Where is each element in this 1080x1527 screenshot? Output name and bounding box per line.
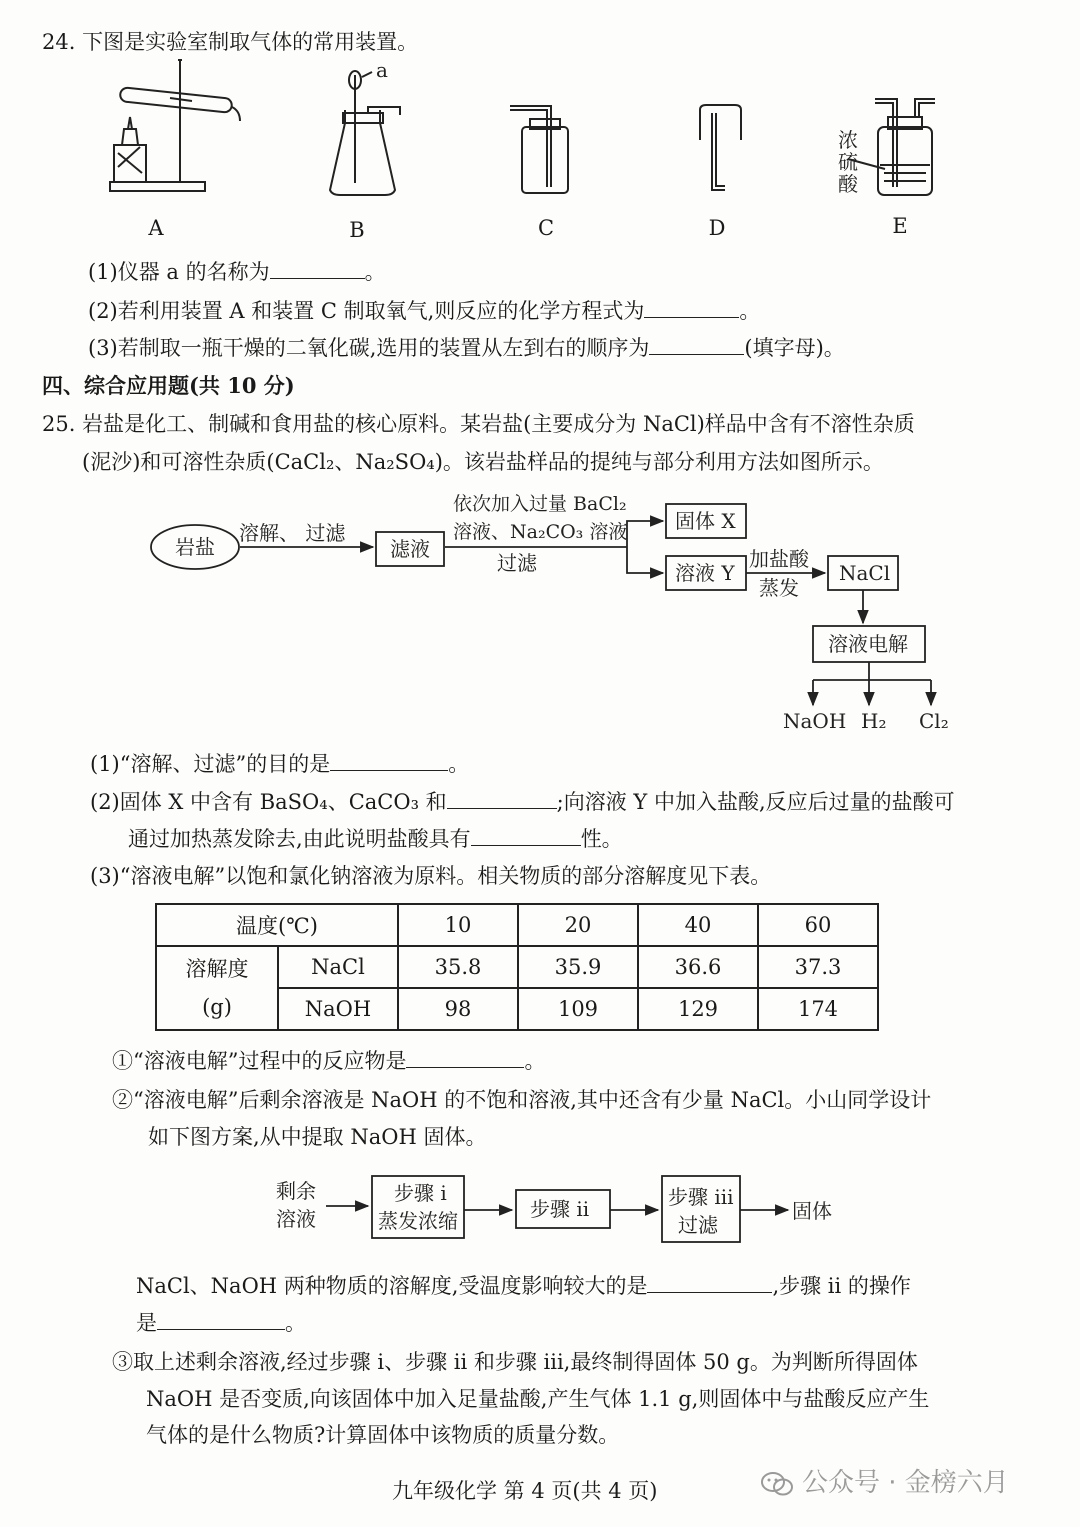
apparatus-a-drawing xyxy=(110,60,240,191)
step-i-text-2: 蒸发浓缩 xyxy=(378,1209,458,1233)
watermark xyxy=(760,1462,1009,1499)
table-cell: 174 xyxy=(758,988,878,1030)
answer-blank[interactable] xyxy=(644,299,739,318)
product-h2: H₂ xyxy=(861,709,887,733)
solubility-label-line1: 溶解度 xyxy=(185,957,249,981)
q24-sub2-text: (2)若利用装置 A 和装置 C 制取氧气,则反应的化学方程式为 xyxy=(88,299,645,323)
q25-c1 xyxy=(112,1047,545,1075)
temp-header: 温度(℃) xyxy=(156,904,398,946)
hcl-text: 加盐酸 xyxy=(749,547,809,571)
temp-cell: 20 xyxy=(518,904,638,946)
q25-sub2-d: 性。 xyxy=(580,827,623,851)
solubility-label-line2: (g) xyxy=(202,995,232,1019)
table-cell: 129 xyxy=(638,988,758,1030)
q25-c3-line2: NaOH 是否变质,向该固体中加入足量盐酸,产生气体 1.1 g,则固体中与盐酸反应产生 xyxy=(146,1387,930,1411)
acid-char-2: 硫 xyxy=(838,150,858,174)
q25-sub1 xyxy=(90,750,469,778)
reagent-text-2: 溶液、Na₂CO₃ 溶液 xyxy=(453,521,628,543)
temp-cell: 40 xyxy=(638,904,758,946)
q25-intro-2: (泥沙)和可溶性杂质(CaCl₂、Na₂SO₄)。该岩盐样品的提纯与部分利用方法如图所示。 xyxy=(82,450,884,474)
apparatus-label-d: D xyxy=(708,216,726,240)
answer-blank[interactable] xyxy=(649,336,744,355)
remain-text-1: 剩余 xyxy=(276,1179,316,1203)
filter-text: 过滤 xyxy=(497,551,537,575)
apparatus-label-a: A xyxy=(148,216,164,240)
q25-c2-line2: 如下图方案,从中提取 NaOH 固体。 xyxy=(148,1125,487,1149)
evaporate-text: 蒸发 xyxy=(759,576,799,600)
answer-blank[interactable] xyxy=(447,790,557,809)
q25-c3-line1: ③取上述剩余溶液,经过步骤 i、步骤 ii 和步骤 iii,最终制得固体 50 g。为判断所得固体 xyxy=(112,1350,918,1374)
q25-c2-c: NaCl、NaOH 两种物质的溶解度,受温度影响较大的是 xyxy=(136,1274,648,1298)
page-footer: 九年级化学 第 4 页(共 4 页) xyxy=(392,1479,658,1503)
remain-text-2: 溶液 xyxy=(276,1207,316,1231)
step-iii-text-1: 步骤 iii xyxy=(668,1185,734,1209)
q25-c1-end: 。 xyxy=(524,1049,546,1073)
row-name-naoh: NaOH xyxy=(278,988,398,1030)
apparatus-label-c: C xyxy=(537,216,555,240)
q25-c2-e-end: 。 xyxy=(285,1311,306,1335)
purification-flowchart xyxy=(145,488,965,743)
solution-y-text: 溶液 Y xyxy=(675,561,735,585)
temp-cell: 10 xyxy=(398,904,518,946)
apparatus-label-e: E xyxy=(892,214,908,238)
table-cell: 36.6 xyxy=(638,946,758,988)
row-name-nacl: NaCl xyxy=(278,946,398,988)
q25-sub1-end: 。 xyxy=(448,752,470,776)
answer-blank[interactable] xyxy=(406,1049,524,1068)
acid-char-1: 浓 xyxy=(838,128,858,152)
answer-blank[interactable] xyxy=(330,752,448,771)
extraction-flowchart xyxy=(270,1170,850,1250)
q24-sub1-text: (1)仪器 a 的名称为 xyxy=(88,260,270,284)
step-iii-text-2: 过滤 xyxy=(678,1213,718,1237)
q25-c2-e: 是 xyxy=(136,1311,157,1335)
q25-c1-text: ①“溶液电解”过程中的反应物是 xyxy=(112,1049,407,1073)
q24-title: 24. 下图是实验室制取气体的常用装置。 xyxy=(42,30,419,54)
q24-sub3-text: (3)若制取一瓶干燥的二氧化碳,选用的装置从左到右的顺序为 xyxy=(88,336,650,360)
q24-apparatus-figure xyxy=(100,55,980,205)
q25-c2-line4 xyxy=(136,1309,306,1337)
nacl-text: NaCl xyxy=(839,561,891,585)
q25-sub2-c: 通过加热蒸发除去,由此说明盐酸具有 xyxy=(128,827,471,851)
table-cell: 109 xyxy=(518,988,638,1030)
table-cell: 98 xyxy=(398,988,518,1030)
acid-char-3: 酸 xyxy=(838,172,858,196)
q25-sub2-b: ;向溶液 Y 中加入盐酸,反应后过量的盐酸可 xyxy=(556,790,955,814)
answer-blank[interactable] xyxy=(157,1311,285,1330)
q24-sub1 xyxy=(88,258,386,286)
solubility-label xyxy=(156,946,278,1030)
wechat-icon xyxy=(760,1471,794,1497)
reagent-text-1: 依次加入过量 BaCl₂ xyxy=(453,493,627,515)
q24-sub2 xyxy=(88,297,760,325)
solid-text: 固体 xyxy=(792,1199,832,1223)
solid-x-text: 固体 X xyxy=(675,509,736,533)
table-cell: 35.9 xyxy=(518,946,638,988)
answer-blank[interactable] xyxy=(270,260,365,279)
step-ii-text: 步骤 ii xyxy=(530,1197,590,1221)
apparatus-d-drawing xyxy=(700,105,741,190)
q24-sub3-end: (填字母)。 xyxy=(744,336,845,360)
q25-sub2-a: (2)固体 X 中含有 BaSO₄、CaCO₃ 和 xyxy=(90,790,447,814)
q25-sub2-line1 xyxy=(90,788,955,816)
funnel-label-a: a xyxy=(376,58,388,82)
q25-sub2-line2 xyxy=(128,825,623,853)
step-i-text-1: 步骤 i xyxy=(394,1181,447,1205)
q25-sub3: (3)“溶液电解”以饱和氯化钠溶液为原料。相关物质的部分溶解度见下表。 xyxy=(90,864,772,888)
q24-sub1-end: 。 xyxy=(364,260,386,284)
answer-blank[interactable] xyxy=(647,1274,772,1293)
product-naoh: NaOH xyxy=(783,709,847,733)
apparatus-c-drawing xyxy=(510,106,568,193)
q25-c2-line1: ②“溶液电解”后剩余溶液是 NaOH 的不饱和溶液,其中还含有少量 NaCl。小山同学设计 xyxy=(112,1088,932,1112)
q24-sub2-end: 。 xyxy=(739,299,761,323)
temp-cell: 60 xyxy=(758,904,878,946)
table-cell: 35.8 xyxy=(398,946,518,988)
q25-intro-1: 25. 岩盐是化工、制碱和食用盐的核心原料。某岩盐(主要成分为 NaCl)样品中含有不溶性杂质 xyxy=(42,412,915,436)
watermark-text: 公众号 · 金榜六月 xyxy=(802,1468,1009,1498)
apparatus-e-drawing xyxy=(848,99,935,195)
answer-blank[interactable] xyxy=(471,827,581,846)
q25-c2-line3 xyxy=(136,1272,911,1300)
q24-sub3 xyxy=(88,334,845,362)
rock-salt-text: 岩盐 xyxy=(175,535,215,559)
dissolve-filter-text: 溶解、 过滤 xyxy=(239,521,346,545)
q25-sub1-text: (1)“溶解、过滤”的目的是 xyxy=(90,752,331,776)
q25-c3-line3: 气体的是什么物质?计算固体中该物质的质量分数。 xyxy=(146,1423,620,1447)
table-cell: 37.3 xyxy=(758,946,878,988)
product-cl2: Cl₂ xyxy=(919,709,949,733)
q25-c2-d: ,步骤 ii 的操作 xyxy=(772,1274,911,1298)
filtrate-text: 滤液 xyxy=(390,537,430,561)
apparatus-b-drawing xyxy=(330,71,400,195)
apparatus-label-b: B xyxy=(349,218,365,242)
solubility-table xyxy=(155,903,879,1031)
electrolysis-text: 溶液电解 xyxy=(828,632,908,656)
section-title: 四、综合应用题(共 10 分) xyxy=(42,373,295,398)
